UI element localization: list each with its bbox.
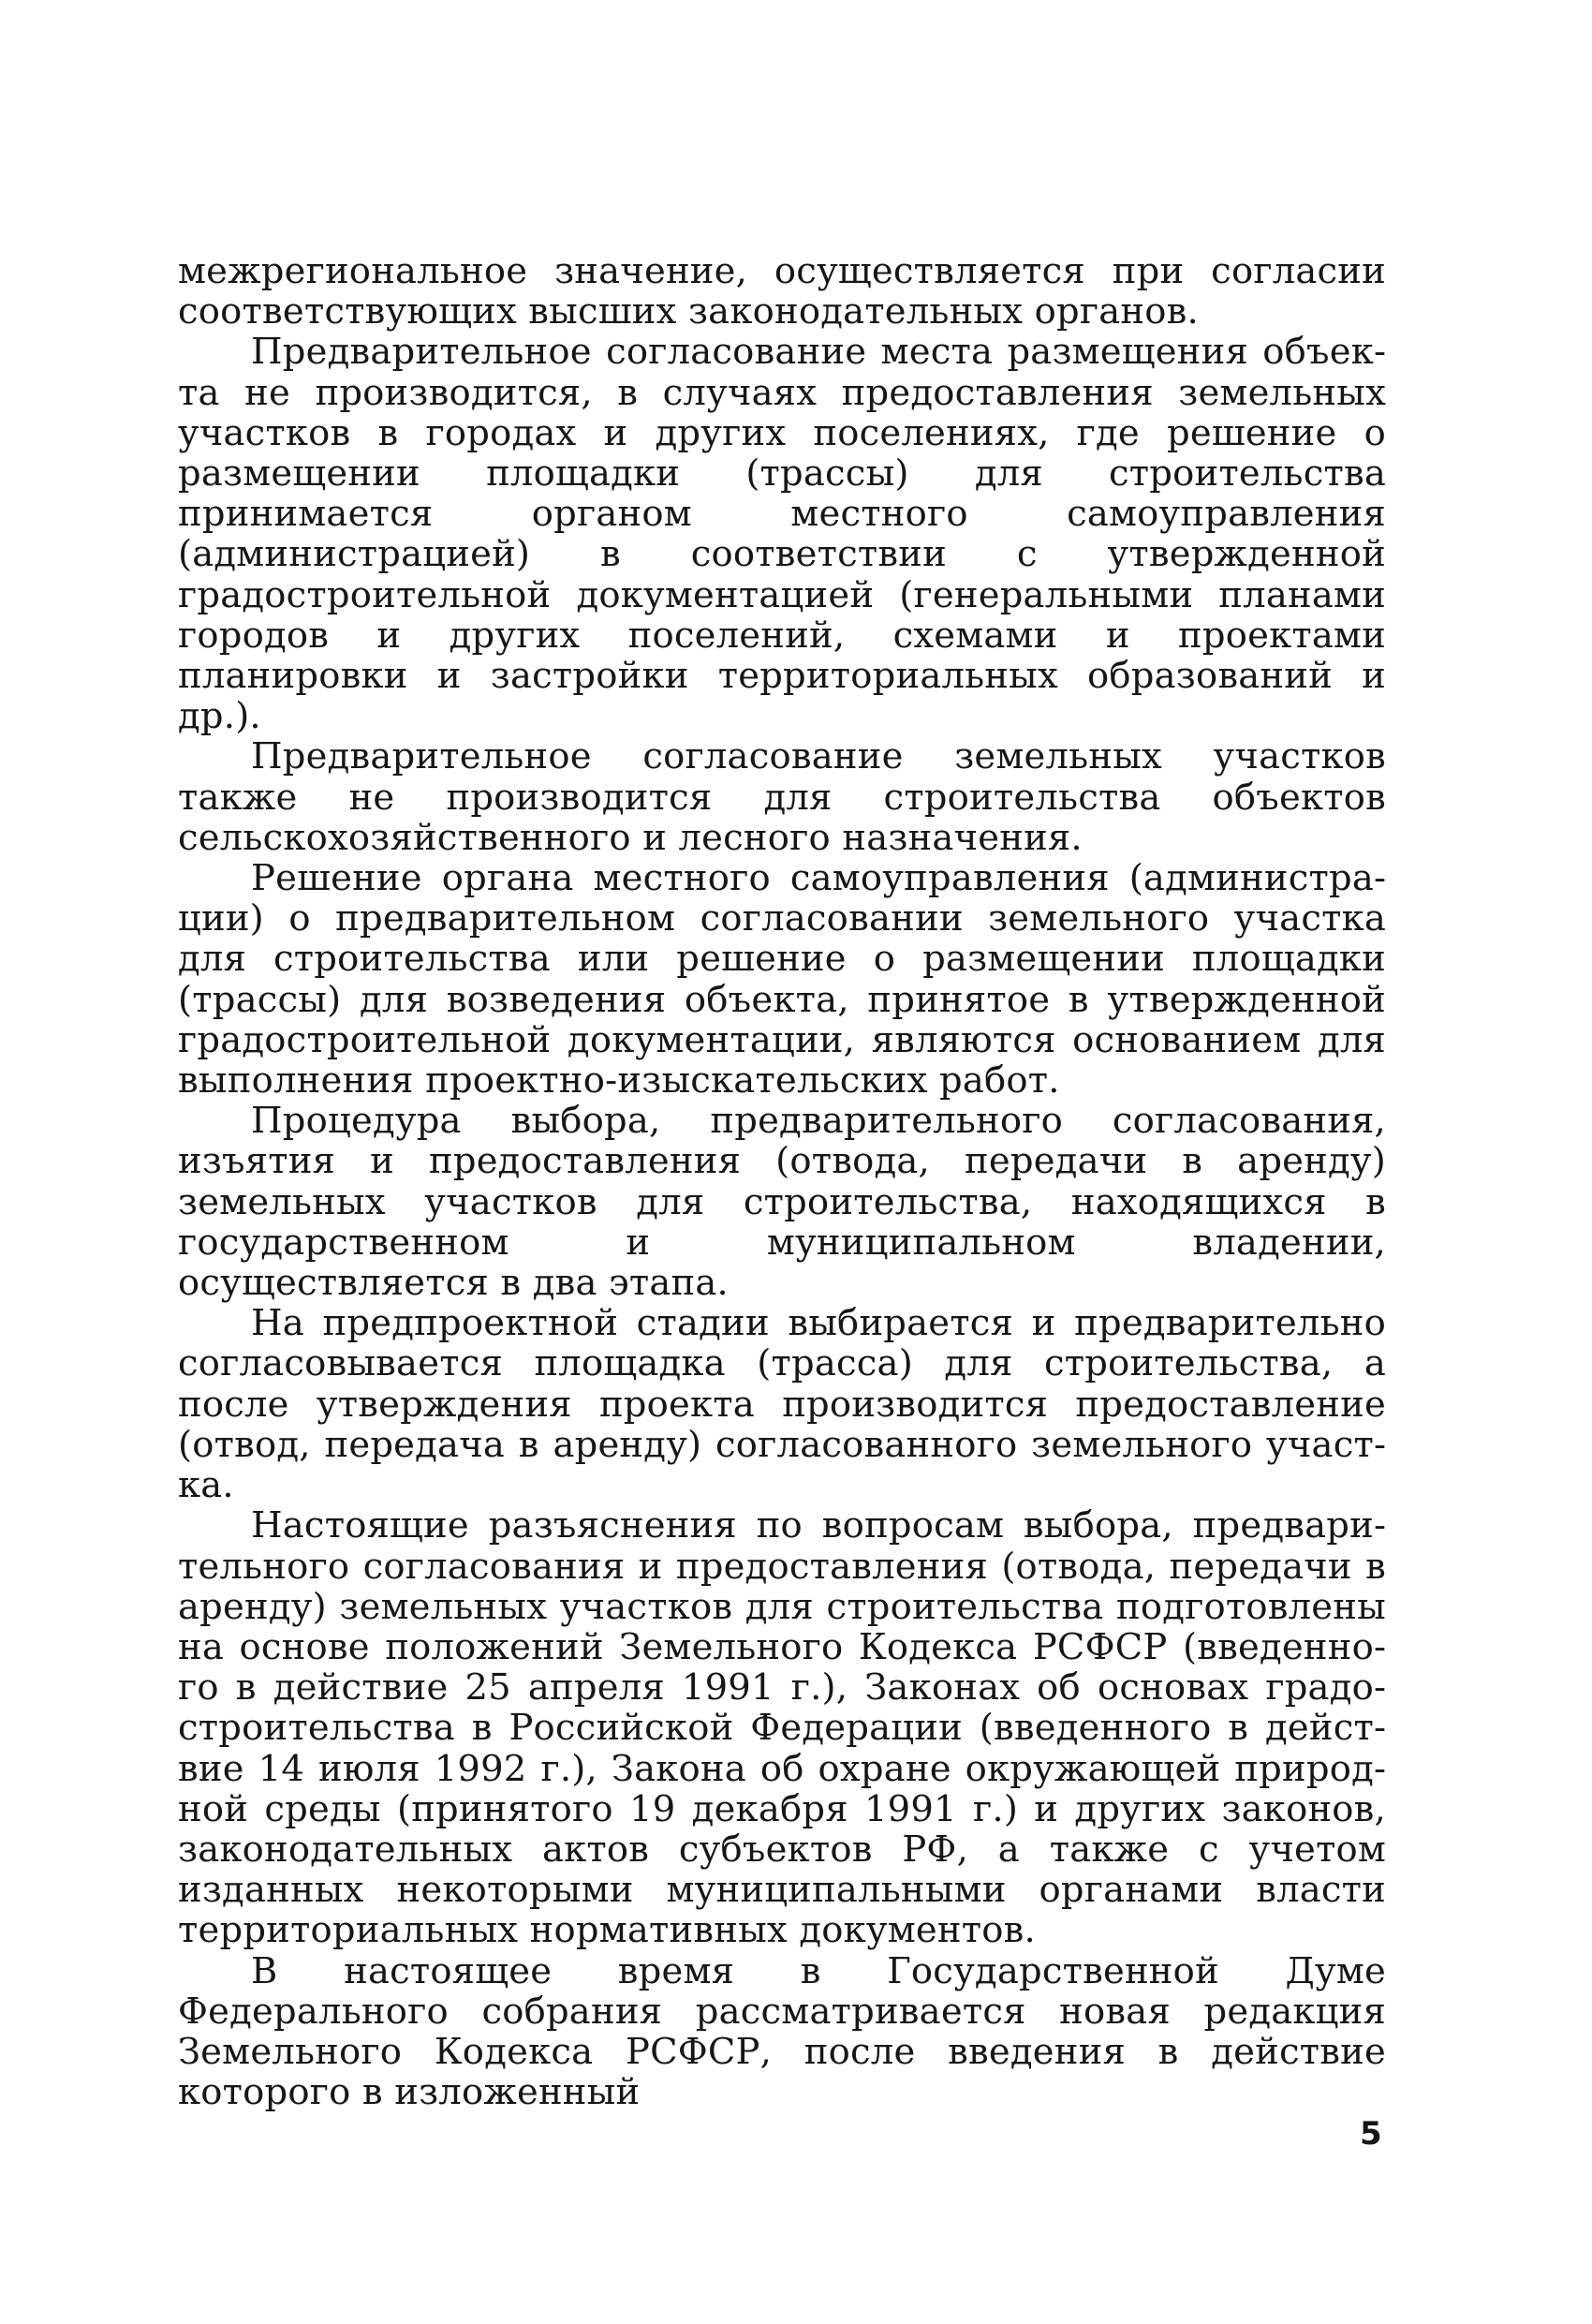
paragraph-7: Настоящие разъяснения по вопросам выбора, предварительного согласования и предоставления (отвода, передачи в аренду) земельных участков для строительства подготовлены на основе положений Земельного Кодекса РСФСР (введенного в действие 25 апреля 1991 г.), Законах об основах градостроительства в Российской Федерации (введенного в действие 14 июля 1992 г.), Закона об охране окружающей природной среды (принятого 19 декабря 1991 г.) и других законов, законодательных актов субъектов РФ, а также с учетом изданных некоторыми муниципальными органами власти территориальных нормативных документов. (178, 1504, 1386, 1952)
paragraph-1: межрегиональное значение, осуществляется при согласии соответствующих высших законодательных органов. (178, 250, 1386, 333)
page-number: 5 (1360, 2115, 1382, 2153)
paragraph-6: На предпроектной стадии выбирается и предварительно согласовывается площадка (трасса) для строительства, а после утверждения проекта производится предоставление (отвод, передача в аренду) согласованного земельного участка. (178, 1302, 1386, 1507)
page-body (178, 251, 1386, 2112)
paragraph-8: В настоящее время в Государственной Думе Федерального собрания рассматривается новая редакция Земельного Кодекса РСФСР, после введения в действие которого в изложенный (178, 1949, 1386, 2114)
paragraph-2: Предварительное согласование места размещения объекта не производится, в случаях предоставления земельных участков в городах и других поселениях, где решение о размещении площадки (трассы) для строительства принимается органом местного самоуправления (администрацией) в соответствии с утвержденной градостроительной документацией (генеральными планами городов и других поселений, схемами и проектами планировки и застройки территориальных образований и др.). (178, 331, 1386, 738)
paragraph-5: Процедура выбора, предварительного согласования, изъятия и предоставления (отвода, передачи в аренду) земельных участков для строительства, находящихся в государственном и муниципальном владении, осуществляется в два этапа. (178, 1100, 1386, 1305)
paragraph-3: Предварительное согласование земельных участков также не производится для строительства объектов сельскохозяйственного и лесного назначения. (178, 735, 1386, 859)
paragraph-4: Решение органа местного самоуправления (администрации) о предварительном согласовании земельного участка для строительства или решение о размещении площадки (трассы) для возведения объекта, принятое в утвержденной градостроительной документации, являются основанием для выполнения проектно-изыскательских работ. (178, 857, 1386, 1103)
